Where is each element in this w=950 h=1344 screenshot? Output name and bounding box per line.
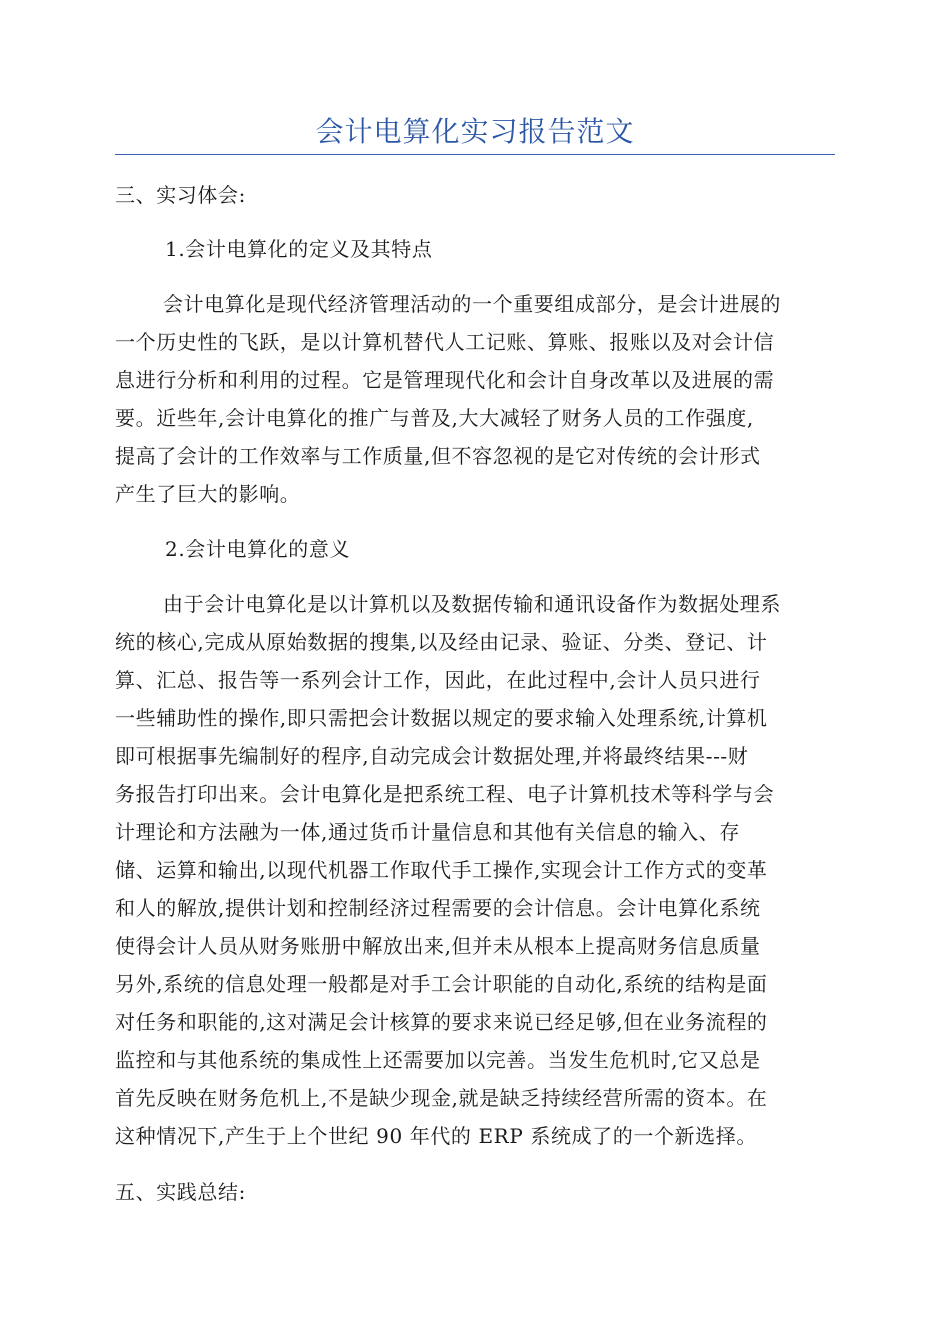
paragraph-line: 这种情况下,产生于上个世纪 90 年代的 ERP 系统成了的一个新选择。 (115, 1124, 757, 1148)
paragraph-line: 产生了巨大的影响。 (115, 482, 301, 506)
paragraph-line: 和人的解放,提供计划和控制经济过程需要的会计信息。会计电算化系统 (115, 896, 761, 920)
document-title: 会计电算化实习报告范文 (315, 115, 635, 148)
subsection-heading: 2.会计电算化的意义 (165, 537, 351, 561)
paragraph-line: 由于会计电算化是以计算机以及数据传输和通讯设备作为数据处理系 (163, 592, 781, 616)
paragraph-line: 一些辅助性的操作,即只需把会计数据以规定的要求输入处理系统,计算机 (115, 706, 768, 730)
paragraph-line: 要。近些年,会计电算化的推广与普及,大大减轻了财务人员的工作强度, (115, 406, 754, 430)
section-heading: 三、实习体会: (115, 183, 246, 207)
title-underline (115, 154, 835, 155)
paragraph-line: 算、汇总、报告等一系列会计工作，因此，在此过程中,会计人员只进行 (115, 668, 761, 692)
paragraph-line: 提高了会计的工作效率与工作质量,但不容忽视的是它对传统的会计形式 (115, 444, 761, 468)
paragraph-line: 另外,系统的信息处理一般都是对手工会计职能的自动化,系统的结构是面 (115, 972, 768, 996)
paragraph-line: 务报告打印出来。会计电算化是把系统工程、电子计算机技术等科学与会 (115, 782, 775, 806)
paragraph-line: 首先反映在财务危机上,不是缺少现金,就是缺乏持续经营所需的资本。在 (115, 1086, 768, 1110)
section-heading: 五、实践总结: (115, 1180, 246, 1204)
paragraph-line: 监控和与其他系统的集成性上还需要加以完善。当发生危机时,它又总是 (115, 1048, 761, 1072)
paragraph-line: 会计电算化是现代经济管理活动的一个重要组成部分，是会计进展的 (163, 292, 781, 316)
paragraph-line: 对任务和职能的,这对满足会计核算的要求来说已经足够,但在业务流程的 (115, 1010, 768, 1034)
paragraph-line: 统的核心,完成从原始数据的搜集,以及经由记录、验证、分类、登记、计 (115, 630, 768, 654)
paragraph-line: 一个历史性的飞跃，是以计算机替代人工记账、算账、报账以及对会计信 (115, 330, 775, 354)
paragraph-line: 储、运算和输出,以现代机器工作取代手工操作,实现会计工作方式的变革 (115, 858, 768, 882)
paragraph-line: 即可根据事先编制好的程序,自动完成会计数据处理,并将最终结果---财 (115, 744, 749, 768)
subsection-heading: 1.会计电算化的定义及其特点 (165, 237, 433, 261)
paragraph-line: 计理论和方法融为一体,通过货币计量信息和其他有关信息的输入、存 (115, 820, 740, 844)
paragraph-line: 使得会计人员从财务账册中解放出来,但并未从根本上提高财务信息质量 (115, 934, 761, 958)
paragraph-line: 息进行分析和利用的过程。它是管理现代化和会计自身改革以及进展的需 (115, 368, 775, 392)
